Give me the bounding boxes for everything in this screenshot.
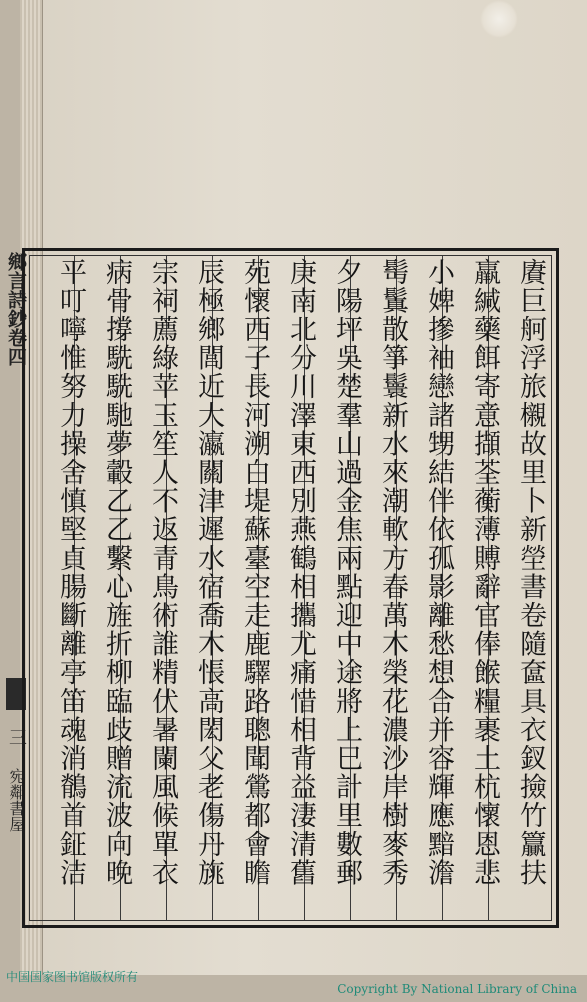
folio-number: 三 [6, 728, 27, 746]
text-column-5: 夕陽坪吳楚羣山過金焦兩點迎中途將上巳計里數郵 [331, 258, 362, 888]
text-column-6: 庚南北分川澤東西別燕鶴相攜尤痛惜相背益淒清舊 [285, 258, 316, 888]
text-column-9: 宗祠薦綠苹玉笙人不返青鳥術誰精伏暑闌風候單衣 [147, 258, 178, 888]
text-column-10: 病骨撐駪駪馳夢轂乙乙繫心旌折柳臨歧贈流波向晚 [101, 258, 132, 888]
watermark-right: Copyright By National Library of China [337, 982, 577, 996]
studio-name: 宛鄰書屋 [7, 768, 26, 832]
paper-stain [480, 0, 518, 38]
text-column-11: 平叮嚀惟努力操舍慎堅貞腸斷離亭笛魂消鶺首鉦洁 [55, 258, 86, 888]
text-column-3: 小婢摻袖戀諸甥結伴依孤影離愁想合并容輝應黯澹 [423, 258, 454, 888]
text-column-2: 羸緘藥餌寄意擷荃蘅薄賻辭官俸餱糧裹土杭懷恩悲 [469, 258, 500, 888]
text-column-7: 苑懷西子長河溯白堤蘇臺空走鹿驛路聰聞鶯都會瞻 [239, 258, 270, 888]
margin-title: 鄉言詩鈔卷四 [5, 252, 27, 366]
text-column-8: 辰極鄉閭近大瀛關津遲水宿喬木悵高閎父老傷丹旐 [193, 258, 224, 888]
watermark-left: 中国国家图书馆版权所有 [6, 970, 139, 984]
text-column-4: 髩鬒散箏鬟新水來潮軟方春萬木榮花濃沙岸樹麥秀 [377, 258, 408, 888]
text-column-1: 賡巨舸浮旅櫬故里卜新塋書卷隨奩具衣釵撿竹籯扶 [515, 258, 546, 888]
